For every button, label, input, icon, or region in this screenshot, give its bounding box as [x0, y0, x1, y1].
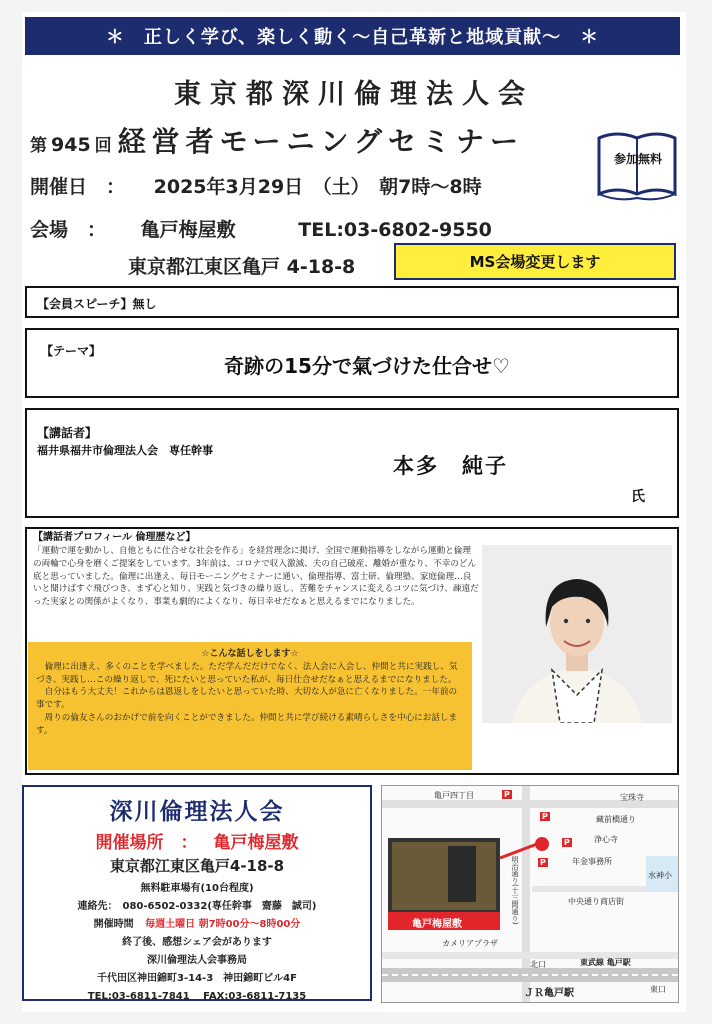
profile-body: 「運動で運を動かし、自他ともに仕合せな社会を作る」を経営理念に掲げ、全国で運動指導をしながら運動と倫理の両輪で心身を磨くご提案をしています。3年前は、コロナで収入激減、夫の自己破産、離婚が重なり、不幸のどん底と思っていました。倫理に出逢え、毎日モーニングセミナーに通い、倫理指導、富士研、倫理塾、家庭倫理…良いと聞けばすぐ飛びつき、まず心と知り、実践と気づきの繰り返し、苦難をチャンスに変えるコツに気づけ、疎遠だった実家との関係がよくなり、事業も劇的によくなり、毎日幸せだなぁと思えるまでになりました。: [33, 546, 479, 608]
info-parking: 無料駐車場有(10台程度): [140, 883, 254, 894]
date-label: 開催日 ：: [30, 176, 126, 198]
map-label-2: 宝珠寺: [620, 793, 644, 802]
parking-icon-3: P: [564, 838, 570, 847]
speaker-name: 本多 純子: [393, 454, 508, 478]
map-label-8: 中央通り商店街: [568, 897, 624, 906]
talk-paragraph-3: 周りの倫友さんのおかげで前を向くことができました。仲間と共に学び続ける素晴らしさを中心にお話します。: [36, 712, 458, 736]
map-label-11: 北口: [530, 960, 546, 969]
info-address: 東京都江東区亀戸4-18-8: [109, 857, 285, 875]
flyer-page: [22, 12, 686, 1012]
access-map: [381, 785, 679, 1003]
slogan-banner: ＊ 正しく学び、楽しく動く〜自己革新と地域貢献〜 ＊: [25, 17, 680, 55]
speaker-portrait-image: [482, 545, 672, 723]
parking-icon-2: P: [542, 812, 548, 821]
info-phone-fax: TEL:03-6811-7841 FAX:03-6811-7135: [87, 991, 307, 1002]
speaker-honorific: 氏: [631, 489, 645, 505]
speaker-affiliation: 福井県福井市倫理法人会 専任幹事: [37, 444, 213, 457]
parking-icon-1: P: [504, 790, 510, 799]
map-label-9: 亀戸梅屋敷: [412, 919, 462, 930]
venue-tel: TEL:03-6802-9550: [298, 219, 492, 241]
map-label-4: 浄心寺: [594, 835, 618, 844]
free-badge: 参加無料: [613, 152, 662, 166]
venue-info-box: [22, 785, 372, 1001]
info-contact: 連絡先： 080-6502-0332(専任幹事 齋藤 誠司): [77, 901, 317, 912]
seminar-number: 945: [51, 134, 91, 156]
map-label-1: 亀戸四丁目: [434, 791, 474, 800]
talk-paragraph-1: 倫理に出逢え、多くのことを学べました。ただ学んだだけでなく、法人会に入会し、仲間と共に実践し、気づき、実践し…この繰り返しで、死にたいと思っていた私が、毎日仕合せだなぁと思えるまでになりました。: [36, 661, 458, 685]
speaker-box: [25, 408, 679, 518]
info-place-label: 開催場所 ：: [95, 833, 198, 853]
info-place-name: 亀戸梅屋敷: [213, 833, 299, 853]
seminar-title: 経営者モーニングセミナー: [117, 125, 524, 158]
venue-address: 東京都江東区亀戸 4-18-8: [128, 256, 356, 278]
date-row: [30, 172, 482, 199]
map-label-13: ＪＲ亀戸駅: [524, 988, 574, 999]
info-time-label: 開催時間: [93, 919, 134, 930]
venue-label: 会場 ：: [30, 219, 107, 241]
member-speech-text: 【会員スピーチ】無し: [37, 297, 157, 311]
talk-heading: ☆こんな話しをします☆: [201, 649, 299, 659]
map-label-12: 東武線 亀戸駅: [580, 958, 631, 967]
seminar-suffix: 回: [94, 136, 112, 156]
map-label-5: 年金事務所: [572, 857, 612, 866]
theme-box: [25, 328, 679, 398]
seminar-title-row: [30, 120, 524, 160]
theme-label: 【テーマ】: [41, 344, 102, 358]
parking-icon-4: P: [540, 858, 546, 867]
map-label-3: 藏前橋通り: [596, 815, 636, 824]
talk-paragraph-2: 自分はもう大丈夫！これからは恩返しをしたいと思っていた時、大切な人が急に亡くなりました。一年前の事です。: [36, 687, 458, 711]
map-label-7: 水神小: [648, 871, 672, 880]
speaker-label: 【講話者】: [37, 426, 98, 440]
theme-title: 奇跡の15分で氣づけた仕合せ♡: [224, 354, 510, 378]
info-title: 深川倫理法人会: [109, 799, 285, 825]
info-place-row: [24, 828, 370, 853]
date-value: 2025年3月29日 （土） 朝7時〜8時: [153, 176, 482, 198]
info-office: 深川倫理法人会事務局: [147, 955, 247, 966]
speaker-photo: [482, 545, 672, 723]
talk-summary-box: [28, 642, 472, 770]
seminar-prefix: 第: [30, 136, 47, 156]
map-label-14: 東口: [650, 985, 666, 994]
profile-label: 【講話者プロフィール 倫理歴など】: [33, 532, 196, 543]
info-time-value: 毎週土曜日 朝7時00分〜8時00分: [145, 919, 301, 930]
info-share: 終了後、感想シェア会があります: [122, 937, 272, 948]
venue-change-notice: MS会場変更します: [394, 243, 676, 280]
venue-row: [30, 215, 492, 242]
member-speech-box: [25, 286, 679, 318]
organization-title: 東京都深川倫理法人会: [174, 79, 534, 110]
info-time-row: [24, 915, 370, 930]
map-label-10: カメリアプラザ: [442, 939, 498, 948]
venue-name: 亀戸梅屋敷: [140, 219, 236, 241]
map-label-6: 明治通り(十三間通り): [511, 856, 519, 925]
info-office-address: 千代田区神田錦町3-14-3 神田錦町ビル4F: [97, 973, 297, 984]
